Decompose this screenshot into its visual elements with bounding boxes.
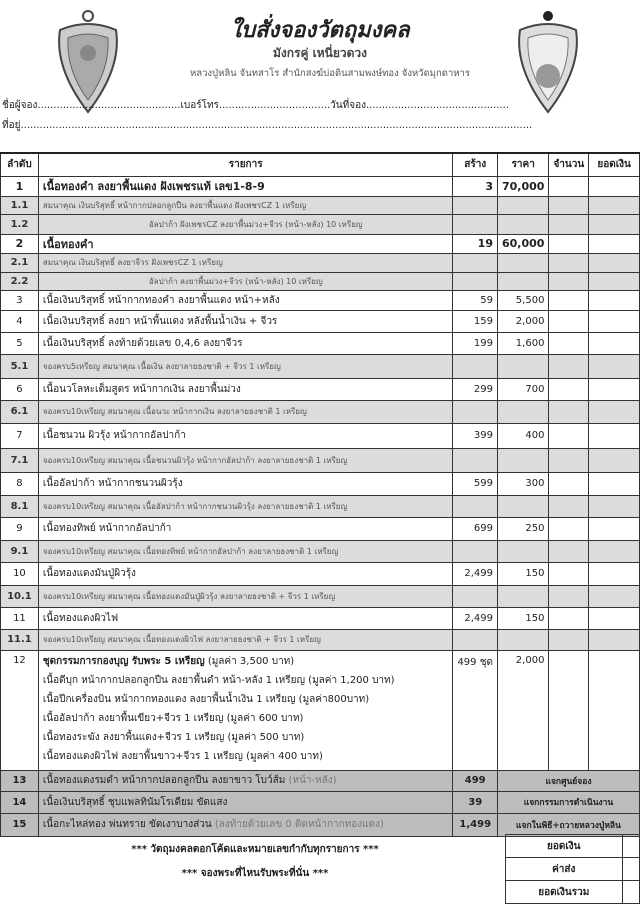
row-number: 10.1 <box>1 585 39 607</box>
row-description: จองครบ10เหรียญ สมนาคุณ เนื้ออัลปาก้า หน้ากากชนวนผิวรุ้ง ลงยาลายธงชาติ 1 เหรียญ <box>38 495 453 517</box>
row-made-count <box>453 354 498 378</box>
table-row <box>1 332 640 354</box>
row-quantity-input[interactable] <box>549 423 589 448</box>
table-row <box>1 214 640 234</box>
row-made-count: 699 <box>453 517 498 540</box>
gift-desc: เนื้อทองแดงรมดำ หน้ากากปลอกลูกปืน ลงยาขาว โบว์ส้ม <box>42 775 286 786</box>
row-made-count: 499 <box>453 770 498 791</box>
row-price <box>497 272 548 290</box>
table-row <box>1 629 640 650</box>
row-made-count: 1,499 <box>453 813 498 836</box>
row-description: เนื้อเงินบริสุทธิ์ ลงท้ายด้วยเลข 0,4,6 ลงยาจีวร <box>38 332 453 354</box>
row-made-count: 39 <box>453 791 498 813</box>
row-made-count <box>453 629 498 650</box>
row-price: 700 <box>497 378 548 400</box>
row-quantity-input[interactable] <box>549 378 589 400</box>
row-price: 250 <box>497 517 548 540</box>
row-price <box>497 629 548 650</box>
row-number: 2.2 <box>1 272 39 290</box>
row-amount-input[interactable] <box>589 253 640 272</box>
set-item: เนื้ออัลปาก้า ลงยาพื้นเขียว+จีวร 1 เหรียญ (มูลค่า 600 บาท) <box>42 712 304 724</box>
row-number: 11 <box>1 607 39 629</box>
row-quantity-input[interactable] <box>549 585 589 607</box>
row-number: 3 <box>1 290 39 310</box>
row-price <box>497 495 548 517</box>
row-number: 1.2 <box>1 214 39 234</box>
row-number: 15 <box>1 813 39 836</box>
row-amount-input[interactable] <box>589 196 640 214</box>
row-description: เนื้อทองแดงผิวไฟ <box>38 607 453 629</box>
table-row <box>1 234 640 253</box>
row-number: 14 <box>1 791 39 813</box>
note-pickup: *** จองพระที่ไหนรับพระที่นั่น *** <box>181 868 329 879</box>
address-field[interactable]: ที่อยู่................................................................................................................................................................. <box>2 120 533 131</box>
subtotal-label: ยอดเงิน <box>506 835 623 858</box>
gift-desc: เนื้อกะไหล่ทอง พ่นทราย ขัดเงาบางส่วน <box>42 819 212 830</box>
table-row <box>1 354 640 378</box>
row-made-count <box>453 540 498 562</box>
subtotal-value[interactable] <box>622 835 639 858</box>
row-description: เนื้ออัลปาก้า หน้ากากชนวนผิวรุ้ง <box>38 472 453 495</box>
row-description: เนื้อทองคำ <box>38 234 453 253</box>
set-item: เนื้อทองระฆัง ลงยาพื้นแดง+จีวร 1 เหรียญ (มูลค่า 500 บาท) <box>42 731 305 743</box>
row-price: 5,500 <box>497 290 548 310</box>
row-quantity-input[interactable] <box>549 354 589 378</box>
row-number: 12 <box>1 650 39 770</box>
table-row <box>1 585 640 607</box>
row-description: จองครบ10เหรียญ สมนาคุณ เนื้อนวะ หน้ากากเงิน ลงยาลายธงชาติ 1 เหรียญ <box>38 400 453 423</box>
row-quantity-input[interactable] <box>549 448 589 472</box>
row-price: 70,000 <box>497 176 548 196</box>
shipping-value[interactable] <box>622 858 639 881</box>
row-quantity-input[interactable] <box>549 540 589 562</box>
table-row <box>1 310 640 332</box>
row-description: เนื้อเงินบริสุทธิ์ ลงยา หน้าพื้นแดง หลังพื้นน้ำเงิน + จีวร <box>38 310 453 332</box>
gift-desc: เนื้อเงินบริสุทธิ์ ชุบแพลทินัมโรเดียม ขัดแสง <box>42 796 228 808</box>
set-title: ชุดกรรมการกองบุญ รับพระ 5 เหรียญ <box>42 655 205 667</box>
row-made-count <box>453 400 498 423</box>
row-price <box>497 540 548 562</box>
column-header: ยอดเงิน <box>589 153 640 176</box>
row-price: 1,600 <box>497 332 548 354</box>
table-row <box>1 472 640 495</box>
row-quantity-input[interactable] <box>549 562 589 585</box>
grand-total-label: ยอดเงินรวม <box>506 881 623 904</box>
row-made-count: 2,499 <box>453 562 498 585</box>
row-amount-input[interactable] <box>589 585 640 607</box>
shipping-label: ค่าส่ง <box>506 858 623 881</box>
row-quantity-input[interactable] <box>549 495 589 517</box>
row-description: จองครบ10เหรียญ สมนาคุณ เนื้อชนวนผิวรุ้ง หน้ากากอัลปาก้า ลงยาลายธงชาติ 1 เหรียญ <box>38 448 453 472</box>
name-phone-date-field[interactable]: ชื่อผู้จอง.............................................เบอร์โทร...................................วันที่จอง............................................. <box>2 100 510 111</box>
row-quantity-input[interactable] <box>549 196 589 214</box>
column-header: สร้าง <box>453 153 498 176</box>
row-description: จองครบ10เหรียญ สมนาคุณ เนื้อทองทิพย์ หน้ากากอัลปาก้า ลงยาลายธงชาติ 1 เหรียญ <box>38 540 453 562</box>
table-row-gift <box>1 791 640 813</box>
row-number: 13 <box>1 770 39 791</box>
row-price <box>497 585 548 607</box>
row-amount-input[interactable] <box>589 176 640 196</box>
row-amount-input[interactable] <box>589 290 640 310</box>
row-made-count: 159 <box>453 310 498 332</box>
row-amount-input[interactable] <box>589 378 640 400</box>
row-price <box>497 448 548 472</box>
totals-box <box>505 834 640 904</box>
row-description: เนื้อเงินบริสุทธิ์ หน้ากากทองคำ ลงยาพื้นแดง หน้า+หลัง <box>38 290 453 310</box>
row-amount-input[interactable] <box>589 562 640 585</box>
row-made-count: 499 ชุด <box>453 650 498 770</box>
row-description: สมนาคุณ เงินบริสุทธิ์ ลงยาจีวร ฝังเพชรCZ 1 เหรียญ <box>38 253 453 272</box>
row-number: 8 <box>1 472 39 495</box>
row-price: 60,000 <box>497 234 548 253</box>
row-number: 5 <box>1 332 39 354</box>
row-number: 1.1 <box>1 196 39 214</box>
form-subtitle: มังกรคู่ เหนี่ยวดวง <box>272 46 368 60</box>
row-price: 400 <box>497 423 548 448</box>
row-number: 1 <box>1 176 39 196</box>
temple-line: หลวงปู่หลิน จันทสาโร สำนักสงฆ์บ่อดินสามพงษ์ทอง จังหวัดมุกดาหาร <box>189 68 470 79</box>
row-quantity-input[interactable] <box>549 607 589 629</box>
row-remark: แจกในพิธี+ถวายหลวงปู่หลิน <box>497 813 639 836</box>
set-item: เนื้อดีบุก หน้ากากปลอกลูกปืน ลงยาพื้นดำ หน้า-หลัง 1 เหรียญ (มูลค่า 1,200 บาท) <box>42 674 395 686</box>
table-row <box>1 448 640 472</box>
row-number: 2.1 <box>1 253 39 272</box>
row-amount-input[interactable] <box>589 400 640 423</box>
row-amount-input[interactable] <box>589 495 640 517</box>
table-row <box>1 607 640 629</box>
form-title: ใบสั่งจองวัตถุมงคล <box>230 18 410 43</box>
row-description: เนื้อทองทิพย์ หน้ากากอัลปาก้า <box>38 517 453 540</box>
row-made-count <box>453 214 498 234</box>
row-description <box>38 770 453 791</box>
row-description: สมนาคุณ เงินบริสุทธิ์ หน้ากากปลอกลูกปืน ลงยาพื้นแดง ฝังเพชรCZ 1 เหรียญ <box>38 196 453 214</box>
row-price <box>497 214 548 234</box>
row-number: 8.1 <box>1 495 39 517</box>
note-code: *** วัตถุมงคลตอกโค้ดและหมายเลขกำกับทุกรายการ *** <box>131 844 379 855</box>
row-description: เนื้อทองแดงมันปู่ผิวรุ้ง <box>38 562 453 585</box>
row-quantity-input[interactable] <box>549 332 589 354</box>
row-quantity-input[interactable] <box>549 472 589 495</box>
table-row <box>1 290 640 310</box>
row-quantity-input[interactable] <box>549 650 589 770</box>
table-row <box>1 517 640 540</box>
row-price <box>497 354 548 378</box>
row-made-count: 599 <box>453 472 498 495</box>
row-description: อัลปาก้า ลงยาพื้นม่วง+จีวร (หน้า-หลัง) 10 เหรียญ <box>38 272 453 290</box>
row-made-count: 3 <box>453 176 498 196</box>
row-amount-input[interactable] <box>589 540 640 562</box>
table-row <box>1 400 640 423</box>
row-quantity-input[interactable] <box>549 517 589 540</box>
row-price: 150 <box>497 607 548 629</box>
set-item: เนื้อทองแดงผิวไฟ ลงยาพื้นขาว+จีวร 1 เหรียญ (มูลค่า 400 บาท) <box>42 750 323 762</box>
gift-note: (หน้า-หลัง) <box>288 775 337 786</box>
row-description <box>38 813 453 836</box>
row-price <box>497 400 548 423</box>
row-description <box>38 650 453 770</box>
row-description: เนื้อชนวน ผิวรุ้ง หน้ากากอัลปาก้า <box>38 423 453 448</box>
row-description <box>38 791 453 813</box>
row-amount-input[interactable] <box>589 310 640 332</box>
row-price: 2,000 <box>497 650 548 770</box>
row-quantity-input[interactable] <box>549 176 589 196</box>
row-quantity-input[interactable] <box>549 629 589 650</box>
table-row <box>1 540 640 562</box>
table-row <box>1 176 640 196</box>
row-number: 6.1 <box>1 400 39 423</box>
row-quantity-input[interactable] <box>549 400 589 423</box>
row-price: 150 <box>497 562 548 585</box>
row-amount-input[interactable] <box>589 272 640 290</box>
row-number: 4 <box>1 310 39 332</box>
table-row <box>1 253 640 272</box>
row-amount-input[interactable] <box>589 354 640 378</box>
row-amount-input[interactable] <box>589 472 640 495</box>
row-description: อัลปาก้า ฝังเพชรCZ ลงยาพื้นม่วง+จีวร (หน้า-หลัง) 10 เหรียญ <box>38 214 453 234</box>
row-made-count <box>453 495 498 517</box>
row-number: 6 <box>1 378 39 400</box>
table-row <box>1 423 640 448</box>
table-row-gift <box>1 813 640 836</box>
column-header: ราคา <box>497 153 548 176</box>
row-made-count <box>453 196 498 214</box>
order-table <box>0 152 640 837</box>
row-made-count: 299 <box>453 378 498 400</box>
row-number: 7.1 <box>1 448 39 472</box>
row-quantity-input[interactable] <box>549 310 589 332</box>
row-description: เนื้อทองคำ ลงยาพื้นแดง ฝังเพชรแท้ เลข1-8-9 <box>38 176 453 196</box>
row-number: 9 <box>1 517 39 540</box>
row-number: 9.1 <box>1 540 39 562</box>
row-remark: แจกศูนย์จอง <box>497 770 639 791</box>
row-made-count <box>453 585 498 607</box>
row-number: 11.1 <box>1 629 39 650</box>
row-made-count <box>453 448 498 472</box>
row-quantity-input[interactable] <box>549 290 589 310</box>
row-amount-input[interactable] <box>589 448 640 472</box>
column-header: ลำดับ <box>1 153 39 176</box>
row-amount-input[interactable] <box>589 423 640 448</box>
row-quantity-input[interactable] <box>549 272 589 290</box>
row-amount-input[interactable] <box>589 629 640 650</box>
column-header: รายการ <box>38 153 453 176</box>
row-amount-input[interactable] <box>589 332 640 354</box>
row-amount-input[interactable] <box>589 214 640 234</box>
row-remark: แจกกรรมการดำเนินงาน <box>497 791 639 813</box>
row-made-count: 59 <box>453 290 498 310</box>
row-quantity-input[interactable] <box>549 214 589 234</box>
row-price: 2,000 <box>497 310 548 332</box>
table-row-gift <box>1 770 640 791</box>
row-amount-input[interactable] <box>589 650 640 770</box>
table-row <box>1 378 640 400</box>
row-number: 10 <box>1 562 39 585</box>
row-made-count <box>453 253 498 272</box>
table-row <box>1 196 640 214</box>
row-made-count <box>453 272 498 290</box>
row-description: จองครบ5เหรียญ สมนาคุณ เนื้อเงิน ลงยาลายธงชาติ + จีวร 1 เหรียญ <box>38 354 453 378</box>
row-number: 2 <box>1 234 39 253</box>
row-made-count: 399 <box>453 423 498 448</box>
row-made-count: 199 <box>453 332 498 354</box>
row-number: 7 <box>1 423 39 448</box>
table-row <box>1 272 640 290</box>
set-item: เนื้อปีกเครื่องบิน หน้ากากทองแดง ลงยาพื้นน้ำเงิน 1 เหรียญ (มูลค่า800บาท) <box>42 693 370 705</box>
row-price <box>497 196 548 214</box>
table-row-set <box>1 650 640 770</box>
row-amount-input[interactable] <box>589 607 640 629</box>
set-value: (มูลค่า 3,500 บาท) <box>207 655 295 667</box>
row-quantity-input[interactable] <box>549 234 589 253</box>
row-number: 5.1 <box>1 354 39 378</box>
row-amount-input[interactable] <box>589 517 640 540</box>
row-amount-input[interactable] <box>589 234 640 253</box>
table-row <box>1 562 640 585</box>
row-description: จองครบ10เหรียญ สมนาคุณ เนื้อทองแดงมันปู่ผิวรุ้ง ลงยาลายธงชาติ + จีวร 1 เหรียญ <box>38 585 453 607</box>
row-price: 300 <box>497 472 548 495</box>
row-description: จองครบ10เหรียญ สมนาคุณ เนื้อทองแดงผิวไฟ ลงยาลายธงชาติ + จีวร 1 เหรียญ <box>38 629 453 650</box>
row-quantity-input[interactable] <box>549 253 589 272</box>
row-made-count: 2,499 <box>453 607 498 629</box>
column-header: จำนวน <box>549 153 589 176</box>
table-row <box>1 495 640 517</box>
gift-note: (ลงท้ายด้วยเลข 0 ติดหน้ากากทองแดง) <box>214 819 384 830</box>
row-description: เนื้อนวโลหะเต็มสูตร หน้ากากเงิน ลงยาพื้นม่วง <box>38 378 453 400</box>
row-price <box>497 253 548 272</box>
grand-total-value[interactable] <box>622 881 639 904</box>
row-made-count: 19 <box>453 234 498 253</box>
